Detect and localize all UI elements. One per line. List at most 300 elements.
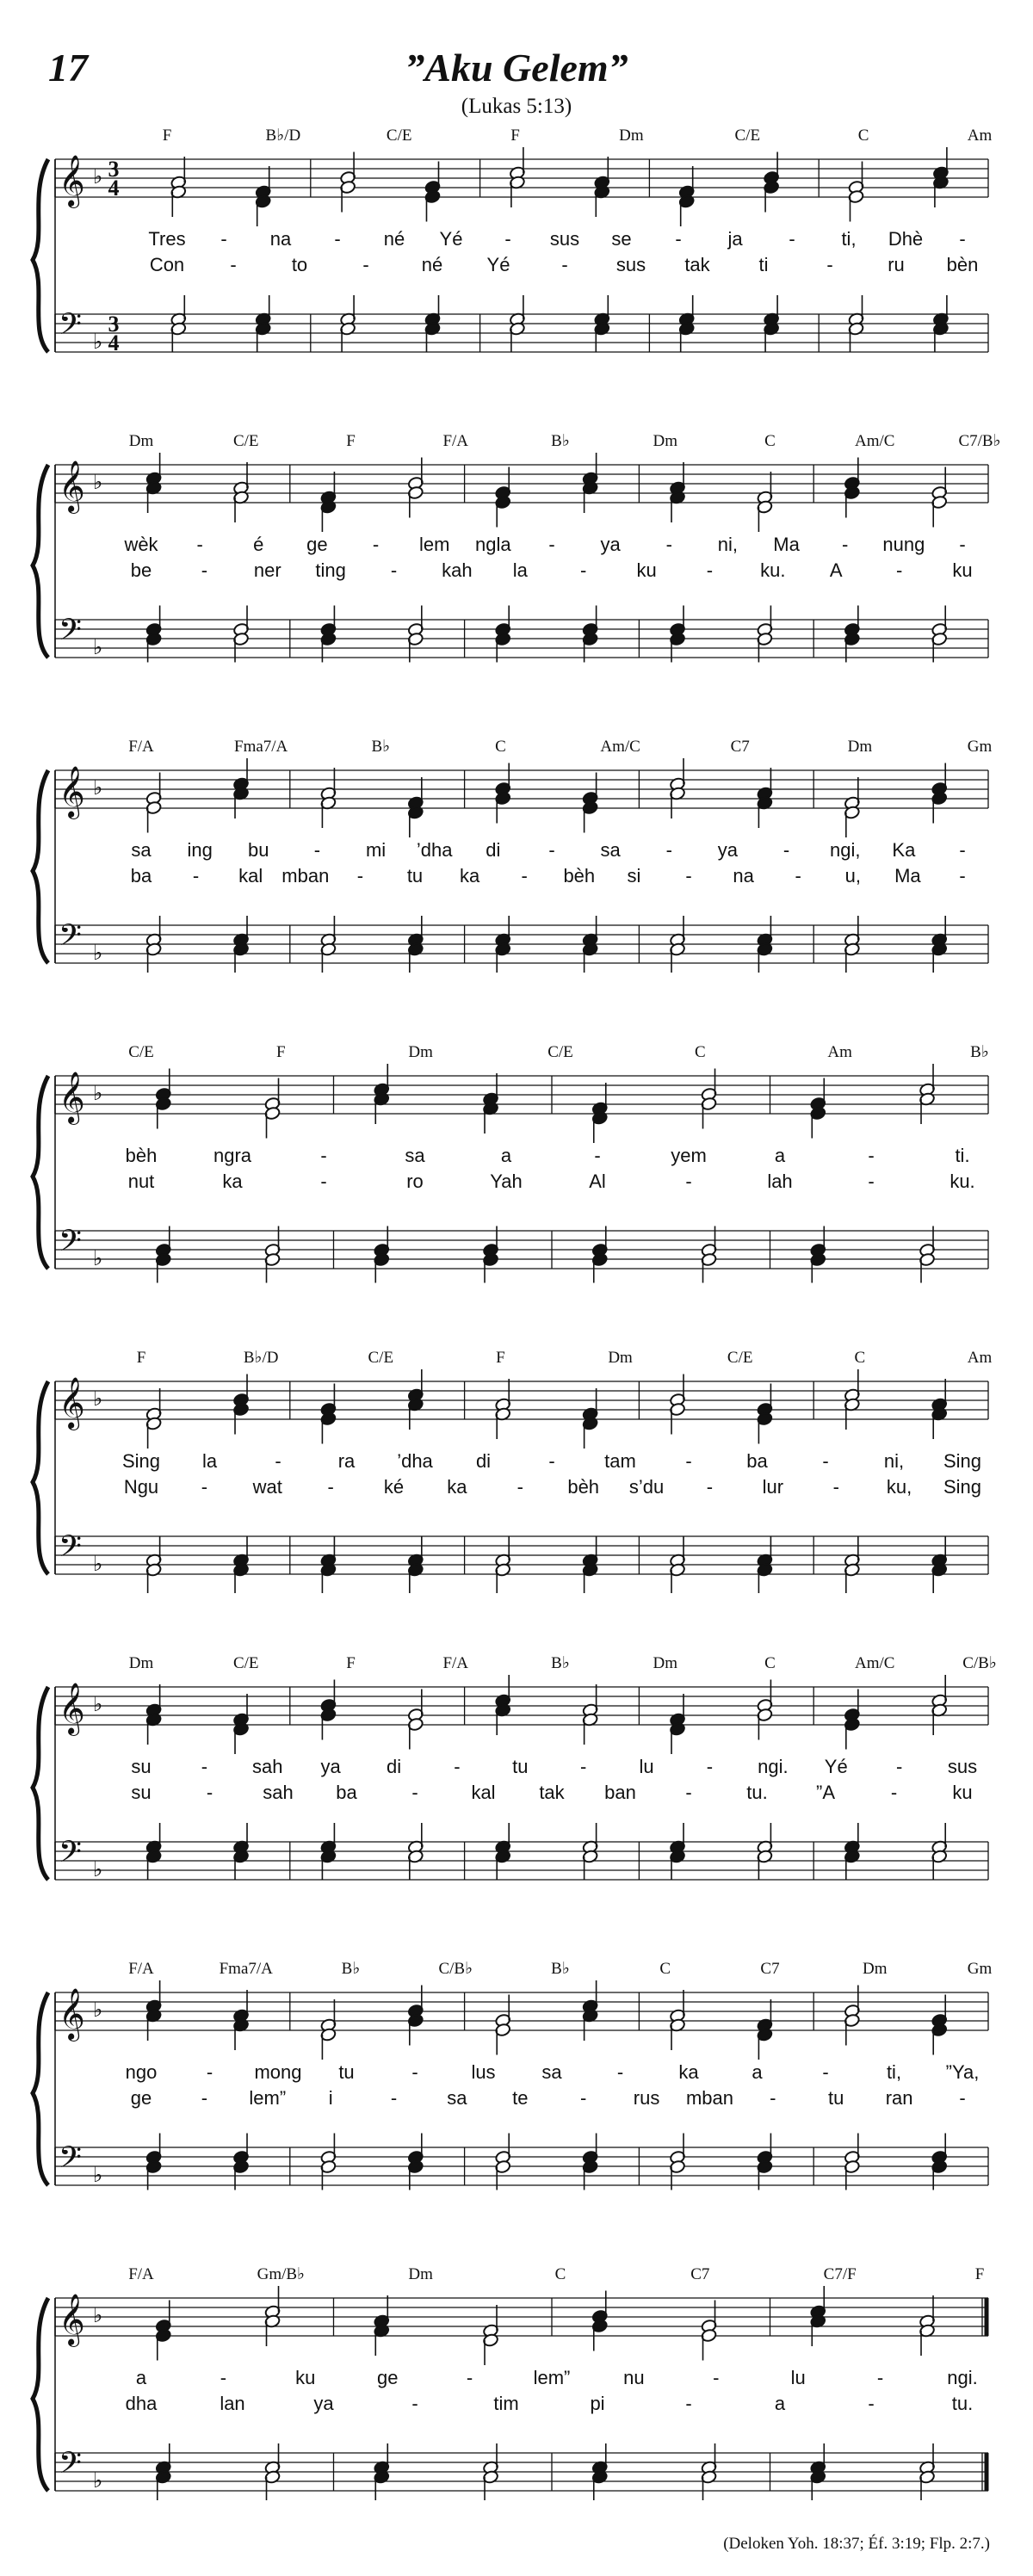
- lyric-verse-2: bèh: [563, 865, 596, 886]
- lyric-verse-2: -: [580, 2087, 587, 2109]
- lyric-verse-1: di: [486, 839, 501, 861]
- lyric-verse-1: lu: [639, 1756, 654, 1777]
- chord-symbol: F: [496, 1349, 505, 1367]
- chord-symbol: B♭: [371, 738, 391, 756]
- lyric-verse-1: Tres: [148, 228, 186, 250]
- lyric-verse-1: -: [275, 1450, 281, 1472]
- lyric-verse-2: -: [826, 254, 833, 275]
- system-brace: [33, 1076, 48, 1269]
- chord-symbol: C7: [690, 2265, 710, 2283]
- chord-symbol: Am/C: [855, 432, 895, 450]
- chord-symbol: B♭: [341, 1960, 361, 1978]
- lyric-verse-1: ing: [187, 839, 213, 861]
- lyric-verse-1: ge: [306, 534, 328, 555]
- lyric-verse-1: -: [959, 839, 966, 861]
- lyric-verse-1: lu: [790, 2367, 806, 2388]
- lyric-verse-2: to: [291, 254, 308, 275]
- lyric-verse-2: né: [421, 254, 443, 275]
- lyric-verse-1: Ka: [892, 839, 916, 861]
- lyric-verse-2: Ngu: [123, 1476, 159, 1498]
- lyric-verse-2: -: [362, 254, 369, 275]
- lyric-verse-2: wat: [252, 1476, 282, 1498]
- lyric-verse-1: ra: [337, 1450, 356, 1472]
- time-signature-bottom: 4: [108, 330, 120, 355]
- lyric-verse-2: mban: [685, 2087, 733, 2109]
- chord-symbol: Dm: [847, 738, 873, 756]
- lyric-verse-1: ya: [600, 534, 621, 555]
- lyric-verse-1: ja: [727, 228, 743, 250]
- lyric-verse-1: sa: [405, 1145, 425, 1166]
- lyric-verse-1: ’dha: [416, 839, 453, 861]
- lyric-verse-1: -: [372, 534, 380, 555]
- lyric-verse-2: bèh: [567, 1476, 600, 1498]
- lyric-verse-2: pi: [590, 2393, 605, 2414]
- lyric-verse-1: Dhè: [888, 228, 924, 250]
- lyric-verse-2: -: [868, 1171, 875, 1192]
- lyric-verse-2: si: [627, 865, 641, 886]
- chord-symbol: B♭: [970, 1043, 989, 1061]
- lyric-verse-1: wèk: [124, 534, 158, 555]
- chord-symbol: B♭: [551, 1654, 570, 1672]
- lyric-verse-2: i: [328, 2087, 333, 2109]
- hymn-number: 17: [48, 46, 88, 90]
- lyric-verse-2: te: [512, 2087, 529, 2109]
- lyric-verse-2: ro: [406, 1171, 424, 1192]
- lyric-verse-2: lur: [762, 1476, 784, 1498]
- time-signature-top: 3: [108, 312, 120, 337]
- lyric-verse-2: tu: [828, 2087, 844, 2109]
- lyric-verse-2: ting: [315, 559, 346, 581]
- lyric-verse-2: -: [706, 559, 714, 581]
- lyric-verse-2: -: [201, 559, 208, 581]
- bass-clef: 𝄢: [59, 1834, 83, 1876]
- lyric-verse-2: -: [959, 865, 966, 886]
- chord-symbol: Dm: [619, 127, 644, 145]
- lyric-verse-2: -: [561, 254, 568, 275]
- lyric-verse-2: ku: [952, 559, 973, 581]
- lyric-verse-2: be: [130, 559, 152, 581]
- lyric-verse-1: -: [706, 1756, 714, 1777]
- lyric-verse-1: lus: [471, 2061, 496, 2083]
- lyric-verse-1: la: [201, 1450, 218, 1472]
- lyric-verse-1: -: [548, 1450, 555, 1472]
- scripture-reference: (Lukas 5:13): [461, 95, 572, 118]
- lyric-verse-1: -: [665, 839, 672, 861]
- chord-symbol: F/A: [442, 1654, 469, 1672]
- lyric-verse-2: ké: [383, 1476, 405, 1498]
- footnote-references: (Deloken Yoh. 18:37; Éf. 3:19; Flp. 2:7.): [723, 2535, 990, 2553]
- lyric-verse-2: ner: [253, 559, 281, 581]
- lyric-verse-1: sus: [947, 1756, 978, 1777]
- lyric-verse-1: sa: [131, 839, 152, 861]
- time-signature-top: 3: [108, 157, 120, 182]
- lyric-verse-1: mi: [365, 839, 387, 861]
- lyric-verse-2: kal: [471, 1782, 496, 1803]
- lyric-verse-2: tak: [684, 254, 710, 275]
- lyric-verse-1: -: [685, 1450, 692, 1472]
- chord-symbol: Dm: [653, 1654, 677, 1672]
- chord-symbol: F: [162, 127, 172, 145]
- lyric-verse-1: -: [782, 839, 790, 861]
- lyric-verse-2: a: [774, 2393, 786, 2414]
- lyric-verse-2: ku: [636, 559, 657, 581]
- chord-symbol: C: [554, 2265, 566, 2283]
- lyric-verse-2: nut: [127, 1171, 155, 1192]
- chord-symbol: C7/B♭: [958, 432, 1001, 450]
- lyric-verse-2: s’du: [628, 1476, 665, 1498]
- treble-clef: 𝄞: [59, 2294, 85, 2345]
- lyric-verse-2: kah: [442, 559, 473, 581]
- lyric-verse-2: -: [832, 1476, 839, 1498]
- lyric-verse-2: tim: [493, 2393, 519, 2414]
- lyric-verse-2: -: [521, 865, 528, 886]
- chord-symbol: C/B♭: [962, 1654, 997, 1672]
- key-signature-flat: ♭: [93, 1246, 103, 1270]
- lyric-verse-1: yem: [671, 1145, 707, 1166]
- treble-clef: 𝄞: [59, 1377, 85, 1429]
- hymn-title: ”Aku Gelem”: [405, 46, 628, 90]
- chord-symbol: Fma7/A: [219, 1960, 273, 1978]
- lyric-verse-1: ngi.: [758, 1756, 789, 1777]
- system-brace: [33, 770, 48, 963]
- chord-symbol: Dm: [128, 432, 154, 450]
- chord-symbol: C/E: [547, 1043, 573, 1061]
- lyric-verse-1: sus: [549, 228, 580, 250]
- chord-symbol: C/E: [128, 1043, 154, 1061]
- lyric-verse-1: ba: [746, 1450, 768, 1472]
- key-signature-flat: ♭: [93, 1552, 103, 1576]
- lyric-verse-2: Yah: [490, 1171, 523, 1192]
- lyric-verse-2: -: [192, 865, 200, 886]
- chord-symbol: Dm: [863, 1960, 888, 1978]
- key-signature-flat: ♭: [93, 775, 103, 800]
- lyric-verse-1: ”Ya,: [945, 2061, 980, 2083]
- lyric-verse-1: Ma: [773, 534, 800, 555]
- lyric-verse-2: ku,: [886, 1476, 912, 1498]
- chord-symbol: F: [276, 1043, 286, 1061]
- lyric-verse-2: -: [959, 2087, 966, 2109]
- lyric-verse-1: di: [475, 1450, 492, 1472]
- lyric-verse-2: su: [131, 1782, 152, 1803]
- lyric-verse-1: -: [876, 2367, 884, 2388]
- lyric-verse-2: ba: [336, 1782, 357, 1803]
- lyric-verse-1: -: [868, 1145, 875, 1166]
- lyric-verse-2: tak: [539, 1782, 565, 1803]
- lyric-verse-1: -: [616, 2061, 624, 2083]
- lyric-verse-1: ya: [320, 1756, 341, 1777]
- lyric-verse-2: ka: [222, 1171, 243, 1192]
- lyric-verse-1: -: [196, 534, 203, 555]
- lyric-verse-2: ru: [888, 254, 905, 275]
- lyric-verse-1: é: [253, 534, 264, 555]
- chord-symbol: Am: [967, 127, 993, 145]
- chord-symbol: C7: [760, 1960, 780, 1978]
- chord-symbol: B♭: [551, 1960, 570, 1978]
- lyric-verse-2: ku: [952, 1782, 973, 1803]
- lyric-verse-1: -: [504, 228, 511, 250]
- lyric-verse-2: ti: [758, 254, 769, 275]
- lyric-verse-2: na: [733, 865, 754, 886]
- lyric-verse-1: di: [386, 1756, 402, 1777]
- lyric-verse-1: -: [206, 2061, 213, 2083]
- lyric-verse-1: -: [454, 1756, 461, 1777]
- lyric-verse-2: -: [201, 1476, 208, 1498]
- lyric-verse-1: ni,: [883, 1450, 905, 1472]
- lyric-verse-1: ngra: [213, 1145, 252, 1166]
- lyric-verse-1: bu: [248, 839, 269, 861]
- system-brace: [33, 159, 48, 352]
- lyric-verse-2: ran: [885, 2087, 913, 2109]
- lyric-verse-2: rus: [633, 2087, 660, 2109]
- lyric-verse-1: bèh: [125, 1145, 158, 1166]
- chord-symbol: C: [659, 1960, 671, 1978]
- lyric-verse-1: tu: [338, 2061, 355, 2083]
- lyric-verse-1: tam: [604, 1450, 636, 1472]
- bass-clef: 𝄢: [59, 917, 83, 960]
- lyric-verse-2: ka: [459, 865, 480, 886]
- chord-symbol: Gm/B♭: [257, 2265, 306, 2283]
- lyric-verse-1: ngla: [475, 534, 511, 555]
- key-signature-flat: ♭: [93, 2163, 103, 2187]
- lyric-verse-2: mban: [281, 865, 330, 886]
- lyric-verse-1: -: [959, 534, 966, 555]
- lyric-verse-2: -: [580, 559, 587, 581]
- chord-symbol: F/A: [128, 1960, 154, 1978]
- lyric-verse-2: ge: [130, 2087, 152, 2109]
- key-signature-flat: ♭: [93, 1998, 103, 2022]
- lyric-verse-1: sah: [252, 1756, 283, 1777]
- key-signature-flat: ♭: [93, 1692, 103, 1716]
- lyric-verse-1: -: [822, 1450, 829, 1472]
- lyric-verse-1: a: [774, 1145, 786, 1166]
- lyric-verse-2: ku.: [760, 559, 786, 581]
- chord-symbol: C: [694, 1043, 706, 1061]
- key-signature-flat: ♭: [93, 2468, 103, 2493]
- chord-symbol: F/A: [128, 2265, 154, 2283]
- lyric-verse-2: -: [706, 1476, 714, 1498]
- lyric-verse-2: -: [685, 1782, 692, 1803]
- lyric-verse-1: -: [842, 534, 849, 555]
- lyric-verse-2: Ma: [894, 865, 921, 886]
- lyric-verse-2: -: [890, 1782, 898, 1803]
- lyric-verse-2: lah: [767, 1171, 793, 1192]
- system-brace: [33, 1992, 48, 2185]
- lyric-verse-2: lem”: [249, 2087, 287, 2109]
- lyric-verse-1: na: [269, 228, 292, 250]
- lyric-verse-1: ku: [295, 2367, 316, 2388]
- chord-symbol: F: [136, 1349, 146, 1367]
- lyric-verse-1: -: [411, 2061, 418, 2083]
- lyric-verse-2: Con: [149, 254, 185, 275]
- lyric-verse-2: sa: [447, 2087, 467, 2109]
- treble-clef: 𝄞: [59, 1072, 85, 1123]
- lyric-verse-1: ngi,: [829, 839, 861, 861]
- lyric-verse-1: Yé: [439, 228, 463, 250]
- lyric-verse-1: ’dha: [397, 1450, 433, 1472]
- chord-symbol: Dm: [608, 1349, 633, 1367]
- key-signature-flat: ♭: [93, 1857, 103, 1881]
- chord-symbol: F: [510, 127, 520, 145]
- lyric-verse-1: -: [201, 1756, 208, 1777]
- bass-clef: 𝄢: [59, 2140, 83, 2182]
- lyric-verse-2: -: [206, 1782, 213, 1803]
- chord-symbol: B♭/D: [243, 1349, 279, 1367]
- key-signature-flat: ♭: [93, 2303, 103, 2327]
- lyric-verse-2: Yé: [486, 254, 510, 275]
- lyric-verse-2: -: [411, 1782, 418, 1803]
- key-signature-flat: ♭: [93, 941, 103, 965]
- lyric-verse-2: -: [516, 1476, 523, 1498]
- lyric-verse-1: né: [383, 228, 405, 250]
- lyric-verse-1: Yé: [824, 1756, 848, 1777]
- lyric-verse-1: a: [752, 2061, 763, 2083]
- lyric-verse-1: -: [580, 1756, 587, 1777]
- lyric-verse-1: -: [466, 2367, 473, 2388]
- bass-clef: 𝄢: [59, 612, 83, 654]
- chord-symbol: Dm: [653, 432, 677, 450]
- lyric-verse-2: bèn: [946, 254, 979, 275]
- lyric-verse-2: lan: [220, 2393, 245, 2414]
- lyric-verse-1: nu: [623, 2367, 645, 2388]
- lyric-verse-1: -: [959, 228, 966, 250]
- chord-symbol: C/E: [368, 1349, 394, 1367]
- lyric-verse-1: ti,: [841, 228, 857, 250]
- key-signature-flat: ♭: [93, 1387, 103, 1411]
- lyric-verse-1: ge: [376, 2367, 399, 2388]
- lyric-verse-2: sus: [615, 254, 646, 275]
- lyric-verse-1: ya: [717, 839, 739, 861]
- chord-symbol: C/B♭: [438, 1960, 473, 1978]
- lyric-verse-1: mong: [254, 2061, 302, 2083]
- lyric-verse-2: u,: [844, 865, 861, 886]
- lyric-verse-2: tu: [406, 865, 424, 886]
- lyric-verse-1: ni,: [717, 534, 739, 555]
- lyric-verse-1: -: [334, 228, 341, 250]
- lyric-verse-1: tu: [512, 1756, 529, 1777]
- lyric-verse-2: kal: [238, 865, 263, 886]
- chord-symbol: C: [495, 738, 506, 756]
- lyric-verse-2: tu.: [746, 1782, 768, 1803]
- lyric-verse-2: sah: [263, 1782, 294, 1803]
- chord-symbol: C: [764, 1654, 776, 1672]
- lyric-verse-2: dha: [125, 2393, 158, 2414]
- lyric-verse-1: -: [548, 534, 555, 555]
- system-brace: [33, 2298, 48, 2491]
- chord-symbol: C/E: [232, 1654, 259, 1672]
- lyric-verse-1: se: [611, 228, 632, 250]
- lyric-verse-1: sa: [600, 839, 621, 861]
- lyric-verse-1: -: [594, 1145, 601, 1166]
- lyric-verse-1: ngi.: [947, 2367, 978, 2388]
- lyric-verse-2: -: [356, 865, 364, 886]
- chord-symbol: F: [346, 1654, 356, 1672]
- key-signature-flat: ♭: [93, 635, 103, 659]
- chord-symbol: Am/C: [600, 738, 640, 756]
- lyric-verse-2: ba: [130, 865, 152, 886]
- chord-symbol: B♭: [551, 432, 570, 450]
- lyric-verse-2: -: [685, 865, 692, 886]
- chord-symbol: Gm: [967, 738, 993, 756]
- lyric-verse-1: -: [320, 1145, 327, 1166]
- lyric-verse-1: su: [131, 1756, 152, 1777]
- lyric-verse-2: -: [327, 1476, 334, 1498]
- chord-symbol: C: [854, 1349, 866, 1367]
- lyric-verse-2: ”A: [816, 1782, 835, 1803]
- lyric-verse-2: ban: [604, 1782, 636, 1803]
- lyric-verse-2: -: [411, 2393, 418, 2414]
- key-signature-flat: ♭: [93, 470, 103, 494]
- time-signature-bottom: 4: [108, 176, 120, 201]
- key-signature-flat: ♭: [93, 1081, 103, 1105]
- chord-symbol: C7: [730, 738, 750, 756]
- system-brace: [33, 1381, 48, 1574]
- lyric-verse-1: -: [313, 839, 321, 861]
- treble-clef: 𝄞: [59, 1988, 85, 2040]
- chord-symbol: F/A: [442, 432, 469, 450]
- treble-clef: 𝄞: [59, 766, 85, 818]
- treble-clef: 𝄞: [59, 460, 85, 512]
- lyric-verse-2: -: [795, 865, 801, 886]
- bass-clef: 𝄢: [59, 1529, 83, 1571]
- lyric-verse-2: -: [320, 1171, 327, 1192]
- lyric-verse-1: ngo: [125, 2061, 158, 2083]
- lyric-verse-1: -: [822, 2061, 829, 2083]
- lyric-verse-1: nung: [882, 534, 925, 555]
- lyric-verse-1: lem”: [533, 2367, 571, 2388]
- chord-symbol: Am/C: [855, 1654, 895, 1672]
- chord-symbol: C/E: [386, 127, 412, 145]
- lyric-verse-2: Sing: [943, 1476, 982, 1498]
- lyric-verse-1: ti.: [955, 1145, 970, 1166]
- lyric-verse-2: -: [685, 1171, 692, 1192]
- bass-clef: 𝄢: [59, 2445, 83, 2487]
- chord-symbol: Am: [967, 1349, 993, 1367]
- system-brace: [33, 1687, 48, 1880]
- lyric-verse-2: -: [895, 559, 903, 581]
- bass-clef: 𝄢: [59, 1223, 83, 1265]
- lyric-verse-2: -: [230, 254, 237, 275]
- lyric-verse-2: -: [390, 2087, 398, 2109]
- lyric-verse-1: sa: [541, 2061, 562, 2083]
- chord-symbol: C: [764, 432, 776, 450]
- chord-symbol: Am: [827, 1043, 852, 1061]
- lyric-verse-2: ya: [313, 2393, 334, 2414]
- lyric-verse-2: A: [829, 559, 843, 581]
- lyric-verse-2: tu.: [951, 2393, 974, 2414]
- lyric-verse-1: ti,: [886, 2061, 902, 2083]
- chord-symbol: Dm: [408, 1043, 433, 1061]
- lyric-verse-1: -: [220, 228, 227, 250]
- treble-clef: 𝄞: [59, 155, 85, 207]
- chord-symbol: Fma7/A: [234, 738, 288, 756]
- lyric-verse-1: -: [895, 1756, 903, 1777]
- chord-symbol: Gm: [967, 1960, 993, 1978]
- chord-symbol: C/E: [734, 127, 761, 145]
- lyric-verse-1: -: [675, 228, 682, 250]
- lyric-verse-1: a: [135, 2367, 147, 2388]
- lyric-verse-1: Sing: [121, 1450, 161, 1472]
- lyric-verse-2: -: [201, 2087, 208, 2109]
- chord-symbol: F: [346, 432, 356, 450]
- key-signature-flat: ♭: [93, 330, 103, 354]
- lyric-verse-2: ku.: [949, 1171, 975, 1192]
- chord-symbol: C/E: [727, 1349, 753, 1367]
- lyric-verse-2: Al: [589, 1171, 606, 1192]
- key-signature-flat: ♭: [93, 164, 103, 188]
- lyric-verse-1: -: [665, 534, 672, 555]
- lyric-verse-2: -: [868, 2393, 875, 2414]
- lyric-verse-2: -: [685, 2393, 692, 2414]
